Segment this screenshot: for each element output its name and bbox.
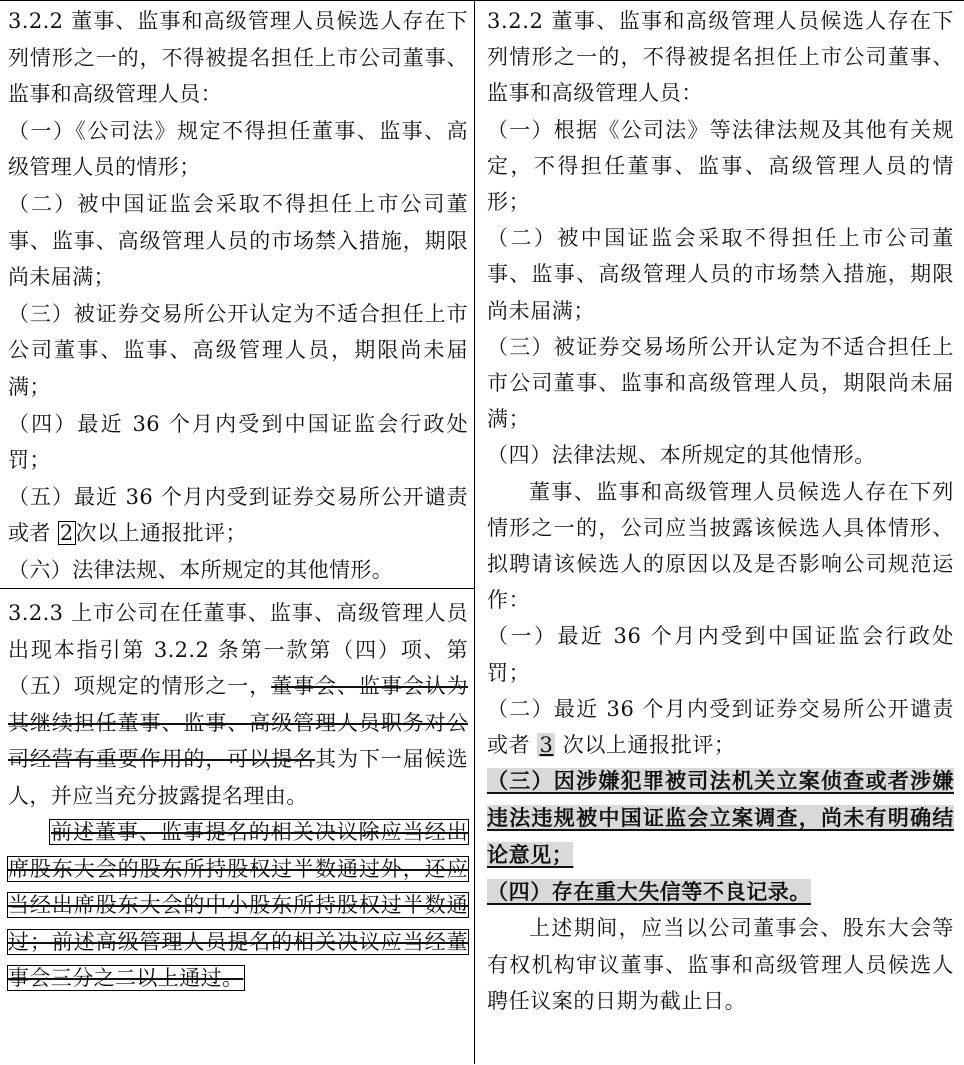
new-item-3: （三）被证券交易场所公开认定为不适合担任上市公司董事、监事和高级管理人员，期限尚未届满；	[487, 334, 954, 432]
old-item-5-text-a: （五）最近 36 个月内受到证券交易所公开谴责或者	[8, 484, 468, 546]
new-sub-item-4	[487, 874, 954, 911]
new-clause-3-2-2	[475, 1, 964, 1065]
old-3-2-3-paragraph	[8, 595, 468, 814]
old-item-6: （六）法律法规、本所规定的其他情形。	[8, 557, 394, 582]
new-sub-item-2	[487, 691, 954, 763]
new-sub-item-2-digit: 3	[539, 733, 554, 758]
new-sub-item-2-text-a: （二）最近 36 个月内受到证券交易所公开谴责或者	[487, 696, 954, 758]
new-item-4: （四）法律法规、本所规定的其他情形。	[487, 443, 876, 468]
old-item-5-text-b: 次以上通报批评；	[75, 521, 247, 546]
old-3-2-3-deleted-paragraph	[8, 814, 468, 997]
old-clause-3-2-2	[0, 1, 474, 587]
new-3-2-2-heading: 3.2.2 董事、监事和高级管理人员候选人存在下列情形之一的，不得被提名担任上市公司董事、监事和高级管理人员：	[487, 9, 954, 106]
old-item-1: （一）《公司法》规定不得担任董事、监事、高级管理人员的情形；	[8, 118, 468, 180]
new-paragraph-3: 上述期间，应当以公司董事会、股东大会等有权机构审议董事、监事和高级管理人员候选人聘任议案的日期为截止日。	[487, 916, 954, 1013]
new-item-1: （一）根据《公司法》等法律法规及其他有关规定，不得担任董事、监事、高级管理人员的情形；	[487, 117, 954, 215]
old-clause-3-2-3	[0, 588, 474, 1065]
new-sub-item-2-text-b: 次以上通报批评；	[555, 733, 736, 758]
deleted-boxed-text: 前述董事、监事提名的相关决议除应当经出席股东大会的股东所持股权过半数通过外，还应当经出席股东大会的中小股东所持股权过半数通过；前述高级管理人员提名的相关决议应当经董事会三分之二以上通过。	[8, 820, 468, 990]
old-3-2-3-text-a: 3.2.3 上市公司在任董事、监事、高级管理人员出现本指引第 3.2.2 条第一款第（四）项、第（五）项规定的情形之一，	[8, 601, 468, 698]
new-item-2: （二）被中国证监会采取不得担任上市公司董事、监事、高级管理人员的市场禁入措施，期限尚未届满；	[487, 226, 954, 323]
new-paragraph-2: 董事、监事和高级管理人员候选人存在下列情形之一的，公司应当披露该候选人具体情形、拟聘请该候选人的原因以及是否影响公司规范运作：	[487, 479, 954, 613]
old-item-3: （三）被证券交易所公开认定为不适合担任上市公司董事、监事、高级管理人员，期限尚未届满；	[8, 301, 468, 399]
new-sub-item-3	[487, 763, 954, 873]
old-item-5-digit: 2	[59, 521, 74, 546]
new-sub-item-1: （一）最近 36 个月内受到中国证监会行政处罚；	[487, 624, 954, 685]
old-3-2-2-heading: 3.2.2 董事、监事和高级管理人员候选人存在下列情形之一的，不得被提名担任上市公司董事、监事和高级管理人员：	[8, 9, 468, 107]
added-text: （三）因涉嫌犯罪被司法机关立案侦查或者涉嫌违法违规被中国证监会立案调查，尚未有明确结论意见；	[487, 768, 954, 867]
deleted-text: 董事会、监事会认为其继续担任董事、监事、高级管理人员职务对公司经营有重要作用的，可以提名	[8, 674, 468, 771]
old-item-5	[8, 479, 468, 552]
added-text: （四）存在重大失信等不良记录。	[487, 878, 811, 904]
old-item-4: （四）最近 36 个月内受到中国证监会行政处罚；	[8, 411, 468, 473]
old-3-2-3-text-b: 其为下一届候选人，并应当充分披露提名理由。	[8, 747, 468, 808]
old-item-2: （二）被中国证监会采取不得担任上市公司董事、监事、高级管理人员的市场禁入措施，期限尚未届满；	[8, 191, 468, 290]
